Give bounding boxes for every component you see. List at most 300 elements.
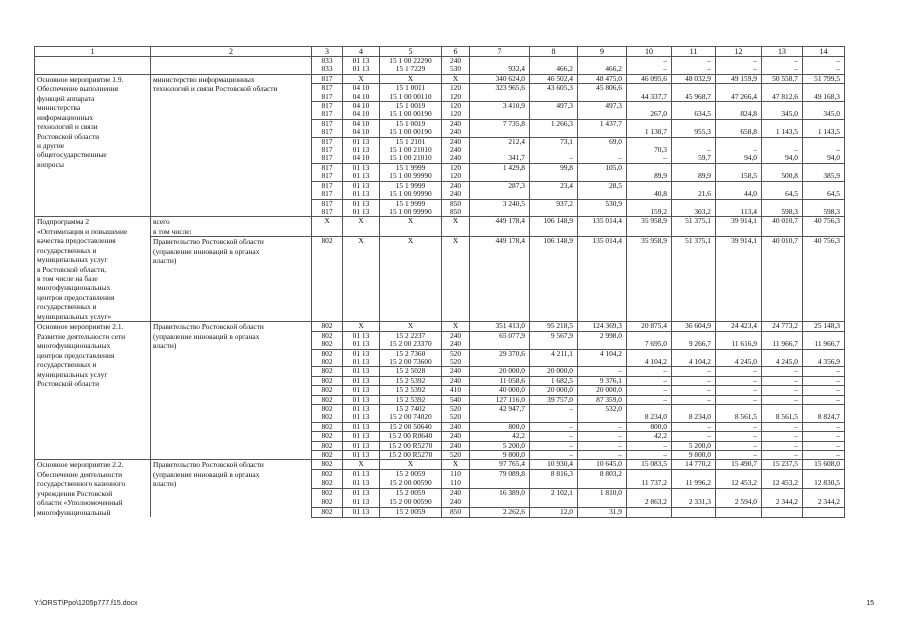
budget-code-cell (312, 296, 343, 304)
amount-cell (803, 181, 845, 190)
amount-cell: 97 765,4 (470, 460, 530, 470)
amount-cell: – (716, 441, 762, 450)
amount-cell (627, 331, 672, 340)
budget-code-cell: 15 1 2101 (380, 137, 442, 146)
amount-cell (627, 313, 672, 322)
amount-cell: 385,9 (803, 172, 845, 181)
file-path: Y:\ORST\Ppo\1205p777.f15.docx (34, 600, 138, 607)
budget-code-cell: 802 (312, 367, 343, 376)
budget-code-cell: X (380, 74, 442, 83)
budget-code-cell (343, 254, 380, 262)
amount-cell: 127 116,0 (470, 395, 530, 404)
budget-code-cell: 04 10 (343, 102, 380, 111)
amount-cell (530, 340, 578, 349)
amount-cell: 40 756,3 (803, 217, 845, 227)
budget-code-cell: 15 1 00 22290 (380, 57, 442, 66)
header-col-3: 3 (312, 47, 343, 57)
budget-code-cell: 802 (312, 331, 343, 340)
amount-cell: 135 014,4 (578, 237, 627, 246)
amount-cell (716, 263, 762, 271)
amount-cell (803, 296, 845, 304)
amount-cell (803, 349, 845, 358)
executor-name: Правительство Ростовской области (управление инноваций в органах власти) (151, 322, 312, 460)
budget-code-cell: 01 13 (343, 376, 380, 385)
amount-cell: 94,0 (716, 154, 762, 163)
budget-code-cell: 15 2 00 73600 (380, 358, 442, 367)
budget-code-cell: 01 13 (343, 488, 380, 497)
amount-cell: 44 337,7 (627, 93, 672, 102)
executor-name (151, 65, 312, 74)
amount-cell: 1 682,5 (530, 376, 578, 385)
budget-code-cell: 240 (442, 181, 470, 190)
amount-cell (578, 305, 627, 313)
amount-cell (672, 199, 716, 208)
amount-cell: 12 830,5 (803, 479, 845, 488)
amount-cell: 25 148,3 (803, 322, 845, 331)
amount-cell (762, 296, 803, 304)
amount-cell (762, 488, 803, 497)
amount-cell (716, 296, 762, 304)
amount-cell (578, 93, 627, 102)
amount-cell: 40,8 (627, 190, 672, 199)
amount-cell: – (627, 386, 672, 395)
amount-cell (803, 263, 845, 271)
amount-cell: – (627, 395, 672, 404)
budget-code-cell: 817 (312, 146, 343, 154)
amount-cell (470, 146, 530, 154)
amount-cell: 345,0 (762, 110, 803, 119)
amount-cell: 10 930,4 (530, 460, 578, 470)
budget-code-cell: 15 2 7360 (380, 349, 442, 358)
budget-code-cell: 120 (442, 172, 470, 181)
budget-code-cell (442, 313, 470, 322)
amount-cell (578, 479, 627, 488)
measure-title: Подпрограмма 2 «Оптимизация и повышение качества предоставления государственных и муниципальных услуг в Ростовской области, в том числе на базе многофункциональных центров предоставления государственных и муниципальных услуг» (35, 217, 151, 322)
amount-cell (627, 181, 672, 190)
amount-cell: 634,5 (672, 110, 716, 119)
amount-cell (530, 128, 578, 137)
amount-cell: – (672, 65, 716, 74)
amount-cell (803, 163, 845, 172)
amount-cell: 159,2 (627, 208, 672, 217)
amount-cell: 15 237,5 (762, 460, 803, 470)
amount-cell (762, 119, 803, 128)
amount-cell (627, 102, 672, 111)
amount-cell: – (762, 441, 803, 450)
budget-code-cell: 01 13 (343, 441, 380, 450)
budget-code-cell: 04 10 (343, 119, 380, 128)
budget-code-cell: X (380, 217, 442, 227)
budget-code-cell (312, 313, 343, 322)
budget-code-cell: 15 1 9999 (380, 163, 442, 172)
amount-cell: 49 168,3 (803, 93, 845, 102)
amount-cell: 23,4 (530, 181, 578, 190)
amount-cell: 341,7 (470, 154, 530, 163)
budget-code-cell (312, 288, 343, 296)
amount-cell (627, 137, 672, 146)
amount-cell (530, 288, 578, 296)
budget-code-cell (343, 279, 380, 287)
page-number: 15 (866, 600, 874, 607)
amount-cell: 8 824,7 (803, 413, 845, 422)
amount-cell (672, 305, 716, 313)
amount-cell: 29 370,6 (470, 349, 530, 358)
budget-code-cell: 01 13 (343, 413, 380, 422)
budget-code-cell: 240 (442, 119, 470, 128)
amount-cell (672, 271, 716, 279)
budget-code-cell (442, 296, 470, 304)
budget-code-cell: 15 1 0019 (380, 119, 442, 128)
amount-cell (627, 163, 672, 172)
budget-code-cell: X (442, 322, 470, 331)
budget-code-cell: 817 (312, 163, 343, 172)
amount-cell: 1 266,3 (530, 119, 578, 128)
amount-cell: – (530, 154, 578, 163)
amount-cell: 106 148,9 (530, 237, 578, 246)
amount-cell: 35 958,9 (627, 217, 672, 227)
amount-cell: – (672, 395, 716, 404)
budget-code-cell: 120 (442, 163, 470, 172)
table-row (35, 322, 845, 331)
amount-cell: – (762, 450, 803, 459)
amount-cell (578, 246, 627, 254)
amount-cell: 20 000,0 (470, 367, 530, 376)
budget-code-cell: 817 (312, 190, 343, 199)
amount-cell: 5 200,0 (470, 441, 530, 450)
budget-code-cell: 110 (442, 479, 470, 488)
amount-cell (672, 488, 716, 497)
amount-cell: 323 965,6 (470, 84, 530, 93)
budget-code-cell (442, 227, 470, 237)
budget-code-cell: 240 (442, 376, 470, 385)
amount-cell (762, 199, 803, 208)
amount-cell: 532,0 (578, 404, 627, 413)
budget-code-cell: 120 (442, 102, 470, 111)
budget-code-cell: 04 10 (343, 110, 380, 119)
header-col-13: 13 (762, 47, 803, 57)
amount-cell (716, 488, 762, 497)
amount-cell (716, 271, 762, 279)
amount-cell: 2 262,6 (470, 507, 530, 517)
amount-cell (627, 271, 672, 279)
amount-cell: 2 331,3 (672, 498, 716, 507)
amount-cell (716, 313, 762, 322)
amount-cell (627, 349, 672, 358)
budget-code-cell: 01 13 (343, 172, 380, 181)
amount-cell: 12 453,2 (762, 479, 803, 488)
amount-cell: 21,6 (672, 190, 716, 199)
budget-code-cell: 15 1 9999 (380, 199, 442, 208)
budget-allocation-table (34, 46, 845, 518)
amount-cell (803, 288, 845, 296)
amount-cell: 48 032,9 (672, 74, 716, 83)
budget-code-cell: 15 1 00 00190 (380, 128, 442, 137)
amount-cell (716, 181, 762, 190)
amount-cell (627, 246, 672, 254)
budget-code-cell: 01 13 (343, 199, 380, 208)
budget-code-cell: 15 2 00 R5270 (380, 441, 442, 450)
amount-cell: 9 266,7 (672, 340, 716, 349)
amount-cell (627, 404, 672, 413)
amount-cell: – (716, 422, 762, 431)
measure-title: Основное мероприятие 2.2. Обеспечение деятельности государственного казенного учреждения Ростовской области «Уполномоченный многофункциональный (35, 460, 151, 517)
budget-code-cell: 15 1 00 00190 (380, 110, 442, 119)
budget-code-cell: 15 2 5392 (380, 376, 442, 385)
amount-cell (762, 271, 803, 279)
budget-code-cell: 817 (312, 208, 343, 217)
measure-title (35, 65, 151, 74)
amount-cell (762, 349, 803, 358)
amount-cell: – (762, 57, 803, 66)
amount-cell: 20 000,0 (578, 386, 627, 395)
budget-code-cell: 802 (312, 395, 343, 404)
budget-code-cell: 520 (442, 413, 470, 422)
amount-cell: 89,9 (627, 172, 672, 181)
budget-code-cell: 01 13 (343, 498, 380, 507)
budget-code-cell (343, 271, 380, 279)
budget-code-cell: X (343, 217, 380, 227)
amount-cell (530, 279, 578, 287)
amount-cell: 94,0 (803, 154, 845, 163)
budget-code-cell: 01 13 (343, 386, 380, 395)
amount-cell: 11 966,7 (803, 340, 845, 349)
executor-name: всего (151, 217, 312, 227)
amount-cell (470, 358, 530, 367)
budget-code-cell: 240 (442, 137, 470, 146)
amount-cell: 39 914,1 (716, 237, 762, 246)
amount-cell: 1 437,7 (578, 119, 627, 128)
amount-cell: 3 240,5 (470, 199, 530, 208)
amount-cell: 4 245,0 (716, 358, 762, 367)
budget-code-cell: 802 (312, 479, 343, 488)
amount-cell (716, 349, 762, 358)
budget-code-cell: 15 2 00 R5270 (380, 450, 442, 459)
amount-cell: 2 863,2 (627, 498, 672, 507)
amount-cell (672, 313, 716, 322)
amount-cell (470, 296, 530, 304)
amount-cell (762, 507, 803, 517)
budget-code-cell: 802 (312, 413, 343, 422)
budget-code-cell (312, 305, 343, 313)
amount-cell (578, 128, 627, 137)
budget-code-cell: 817 (312, 137, 343, 146)
budget-code-cell (312, 254, 343, 262)
budget-code-cell: 240 (442, 146, 470, 154)
budget-code-cell (442, 263, 470, 271)
amount-cell: 598,3 (803, 208, 845, 217)
budget-code-cell: 240 (442, 340, 470, 349)
table-row (35, 227, 845, 237)
amount-cell (803, 271, 845, 279)
budget-code-cell: X (312, 217, 343, 227)
amount-cell (627, 488, 672, 497)
amount-cell (578, 271, 627, 279)
amount-cell (762, 331, 803, 340)
amount-cell (470, 271, 530, 279)
amount-cell: 28,5 (578, 181, 627, 190)
amount-cell: 50 558,7 (762, 74, 803, 83)
amount-cell: 1 130,7 (627, 128, 672, 137)
amount-cell: 8 234,0 (672, 413, 716, 422)
budget-code-cell: 802 (312, 450, 343, 459)
amount-cell (627, 305, 672, 313)
budget-code-cell (380, 279, 442, 287)
budget-code-cell: 802 (312, 460, 343, 470)
budget-code-cell: X (343, 237, 380, 246)
budget-code-cell (312, 271, 343, 279)
amount-cell (470, 93, 530, 102)
amount-cell: 4 211,1 (530, 349, 578, 358)
amount-cell (762, 181, 803, 190)
table-row (35, 65, 845, 74)
amount-cell: 9 800,0 (672, 450, 716, 459)
measure-title: Основное мероприятие 1.9. Обеспечение выполнения функций аппарата министерства информационных технологий и связи Ростовской области и другие общегосударственные вопросы (35, 74, 151, 217)
amount-cell: 20 875,4 (627, 322, 672, 331)
amount-cell (530, 208, 578, 217)
budget-code-cell: 15 1 0011 (380, 84, 442, 93)
amount-cell (762, 288, 803, 296)
amount-cell: – (803, 376, 845, 385)
amount-cell (762, 84, 803, 93)
budget-code-cell: X (380, 322, 442, 331)
amount-cell: – (578, 154, 627, 163)
amount-cell (672, 254, 716, 262)
budget-code-cell: 850 (442, 208, 470, 217)
amount-cell: – (803, 57, 845, 66)
amount-cell: 12,0 (530, 507, 578, 517)
amount-cell (762, 470, 803, 479)
budget-code-cell: 240 (442, 441, 470, 450)
amount-cell: – (803, 422, 845, 431)
budget-code-cell: 850 (442, 199, 470, 208)
amount-cell: 955,3 (672, 128, 716, 137)
budget-code-cell: X (343, 74, 380, 83)
amount-cell: 7 695,0 (627, 340, 672, 349)
amount-cell: 267,0 (627, 110, 672, 119)
amount-cell (716, 227, 762, 237)
amount-cell: – (762, 422, 803, 431)
amount-cell: – (627, 154, 672, 163)
column-number-header (35, 47, 845, 57)
amount-cell (578, 227, 627, 237)
budget-code-cell: 15 1 00 99990 (380, 208, 442, 217)
budget-code-cell: 15 2 0059 (380, 470, 442, 479)
amount-cell: – (762, 376, 803, 385)
budget-code-cell: 01 13 (343, 450, 380, 459)
amount-cell: 64,5 (762, 190, 803, 199)
amount-cell: 14 770,2 (672, 460, 716, 470)
budget-code-cell: 01 13 (343, 507, 380, 517)
amount-cell: 59,7 (672, 154, 716, 163)
amount-cell: 340 624,0 (470, 74, 530, 83)
budget-code-cell: 01 13 (343, 137, 380, 146)
amount-cell: 11 616,9 (716, 340, 762, 349)
amount-cell: – (803, 450, 845, 459)
header-col-10: 10 (627, 47, 672, 57)
amount-cell (803, 313, 845, 322)
budget-code-cell: 802 (312, 432, 343, 441)
budget-code-cell (343, 288, 380, 296)
amount-cell: – (716, 376, 762, 385)
amount-cell (627, 507, 672, 517)
amount-cell: 40 000,0 (470, 386, 530, 395)
budget-code-cell: 802 (312, 470, 343, 479)
amount-cell: 1 429,8 (470, 163, 530, 172)
budget-code-cell: 04 10 (343, 93, 380, 102)
amount-cell: 45 806,6 (578, 84, 627, 93)
amount-cell: – (762, 65, 803, 74)
amount-cell: 124 369,3 (578, 322, 627, 331)
amount-cell: 345,0 (803, 110, 845, 119)
amount-cell (672, 137, 716, 146)
amount-cell: 1 143,5 (803, 128, 845, 137)
amount-cell: 2 344,2 (803, 498, 845, 507)
amount-cell: 449 178,4 (470, 217, 530, 227)
amount-cell: 89,9 (672, 172, 716, 181)
budget-code-cell: 802 (312, 507, 343, 517)
budget-code-cell: 15 2 5392 (380, 386, 442, 395)
amount-cell: – (762, 367, 803, 376)
amount-cell: 4 356,9 (803, 358, 845, 367)
amount-cell: – (762, 395, 803, 404)
amount-cell (716, 102, 762, 111)
budget-code-cell (312, 246, 343, 254)
budget-code-cell: 15 1 0019 (380, 102, 442, 111)
amount-cell: 46 095,6 (627, 74, 672, 83)
amount-cell: – (803, 386, 845, 395)
budget-code-cell (343, 246, 380, 254)
budget-code-cell: 240 (442, 488, 470, 497)
amount-cell: – (716, 65, 762, 74)
budget-code-cell: 15 2 0059 (380, 507, 442, 517)
header-col-14: 14 (803, 47, 845, 57)
budget-code-cell: 15 1 00 00110 (380, 93, 442, 102)
amount-cell: – (627, 65, 672, 74)
budget-code-cell: 01 13 (343, 404, 380, 413)
amount-cell: 2 102,1 (530, 488, 578, 497)
budget-code-cell (380, 305, 442, 313)
amount-cell (627, 84, 672, 93)
budget-code-cell: 01 13 (343, 349, 380, 358)
amount-cell: 70,3 (627, 146, 672, 154)
amount-cell: 135 014,4 (578, 217, 627, 227)
amount-cell (803, 404, 845, 413)
budget-code-cell: 15 1 00 99990 (380, 172, 442, 181)
amount-cell: 824,8 (716, 110, 762, 119)
amount-cell (803, 137, 845, 146)
amount-cell: – (530, 404, 578, 413)
budget-code-cell: 15 2 00 74020 (380, 413, 442, 422)
budget-code-cell: 240 (442, 432, 470, 441)
amount-cell (672, 227, 716, 237)
amount-cell (762, 102, 803, 111)
header-col-11: 11 (672, 47, 716, 57)
amount-cell: – (716, 367, 762, 376)
amount-cell (672, 181, 716, 190)
budget-code-cell: 802 (312, 386, 343, 395)
budget-code-cell: X (442, 460, 470, 470)
amount-cell (716, 137, 762, 146)
budget-code-cell: 817 (312, 181, 343, 190)
budget-code-cell: 01 13 (343, 367, 380, 376)
budget-code-cell (380, 288, 442, 296)
amount-cell (470, 413, 530, 422)
amount-cell (470, 498, 530, 507)
budget-code-cell: 120 (442, 110, 470, 119)
amount-cell: 2 594,0 (716, 498, 762, 507)
budget-code-cell: 802 (312, 322, 343, 331)
amount-cell: 69,0 (578, 137, 627, 146)
